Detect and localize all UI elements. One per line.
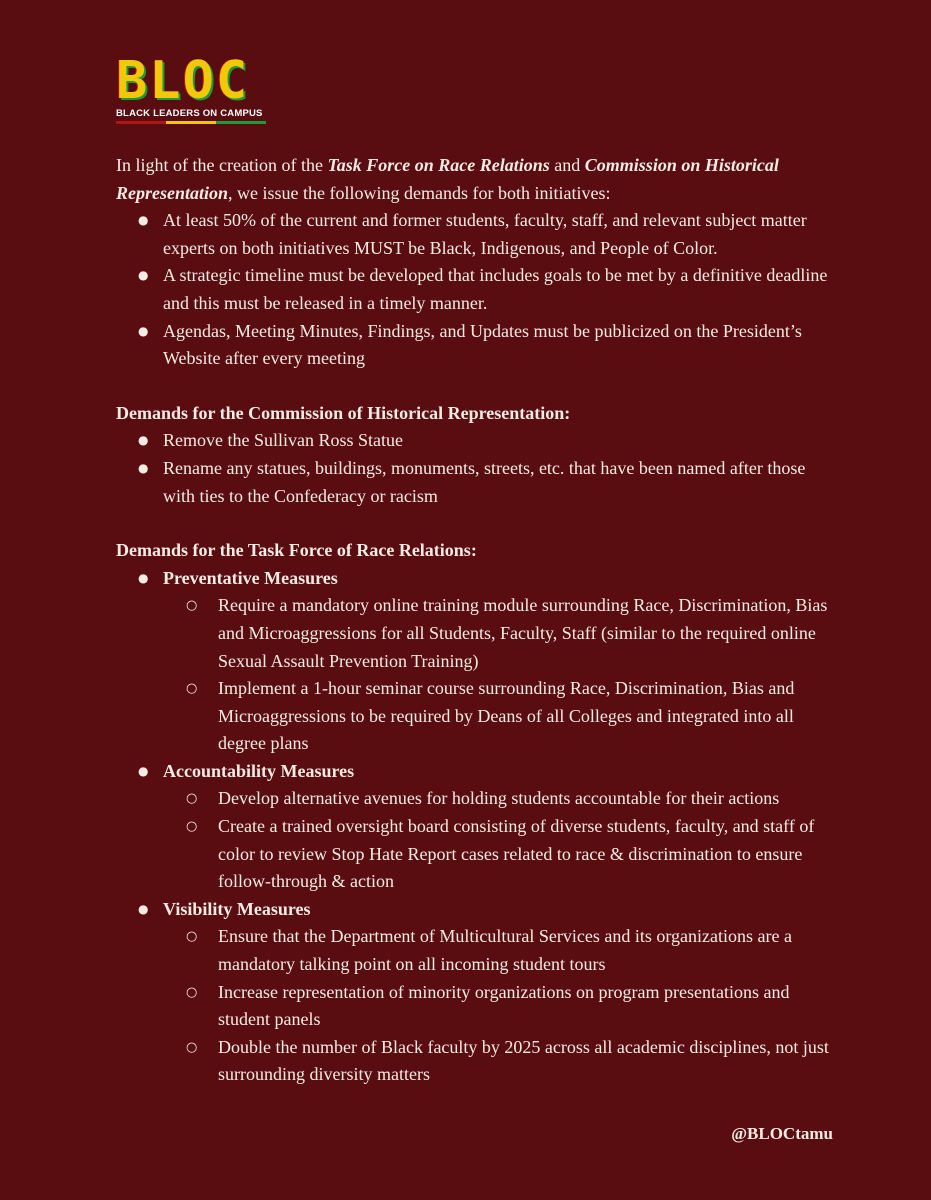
measure-item: ○ Require a mandatory online training module surrounding Race, Discrimination, Bias and Microaggressions for all Students, Faculty, Staff (similar to the required online Sexual Assault Prevention Training) xyxy=(163,592,836,675)
general-demand-item: ● Agendas, Meeting Minutes, Findings, and Updates must be publicized on the President’s Website after every meeting xyxy=(116,318,836,373)
commission-heading: Demands for the Commission of Historical Representation: xyxy=(116,402,571,423)
logo-wordmark-text: BLOC xyxy=(116,51,250,111)
measure-item: ○ Develop alternative avenues for holding students accountable for their actions xyxy=(163,785,836,813)
measure-items-list xyxy=(116,592,836,758)
intro-and: and xyxy=(549,155,585,175)
task-force-groups-list xyxy=(116,565,836,1089)
measure-group-preventative xyxy=(116,565,836,758)
measure-group-title: Visibility Measures xyxy=(163,898,311,919)
logo-color-stripe xyxy=(116,121,266,124)
measure-item: ○ Increase representation of minority organizations on program presentations and student panels xyxy=(163,979,836,1034)
measure-item: ○ Ensure that the Department of Multicultural Services and its organizations are a mandatory talking point on all incoming student tours xyxy=(163,923,836,978)
measure-group-title: Accountability Measures xyxy=(163,760,355,781)
intro-task-force: Task Force on Race Relations xyxy=(327,155,550,175)
intro-text-before: In light of the creation of the xyxy=(116,155,328,175)
measure-group-title: Preventative Measures xyxy=(163,567,338,588)
measure-items-list xyxy=(116,785,836,895)
general-demands-list xyxy=(116,207,836,373)
logo-tagline: BLACK LEADERS ON CAMPUS xyxy=(116,108,263,119)
commission-demands-list xyxy=(116,427,836,510)
logo-wordmark xyxy=(116,51,268,111)
intro-text-after: , we issue the following demands for both initiatives: xyxy=(228,182,611,203)
measure-items-list xyxy=(116,923,836,1089)
general-demand-item: ● At least 50% of the current and former students, faculty, staff, and relevant subject matter experts on both initiatives MUST be Black, Indigenous, and People of Color. xyxy=(116,207,836,262)
intro-paragraph xyxy=(116,152,836,207)
social-handle: @BLOCtamu xyxy=(731,1124,833,1143)
measure-item: ○ Double the number of Black faculty by 2025 across all academic disciplines, not just surrounding diversity matters xyxy=(163,1034,836,1089)
measure-group-visibility xyxy=(116,896,836,1089)
document-body xyxy=(116,152,836,1089)
bloc-logo xyxy=(116,51,268,128)
commission-demand-item: ● Rename any statues, buildings, monuments, streets, etc. that have been named after those with ties to the Confederacy or racism xyxy=(116,455,836,510)
measure-item: ○ Create a trained oversight board consisting of diverse students, faculty, and staff of color to review Stop Hate Report cases related to race & discrimination to ensure follow-through & action xyxy=(163,813,836,896)
general-demand-item: ● A strategic timeline must be developed that includes goals to be met by a definitive deadline and this must be released in a timely manner. xyxy=(116,262,836,317)
task-force-heading: Demands for the Task Force of Race Relations: xyxy=(116,540,477,561)
commission-demand-item: ● Remove the Sullivan Ross Statue xyxy=(116,427,836,455)
measure-item: ○ Implement a 1-hour seminar course surrounding Race, Discrimination, Bias and Microaggressions to be required by Deans of all Colleges and integrated into all degree plans xyxy=(163,675,836,758)
intro-commission: Commission on Historical Representation xyxy=(116,155,779,203)
measure-group-accountability xyxy=(116,758,836,896)
